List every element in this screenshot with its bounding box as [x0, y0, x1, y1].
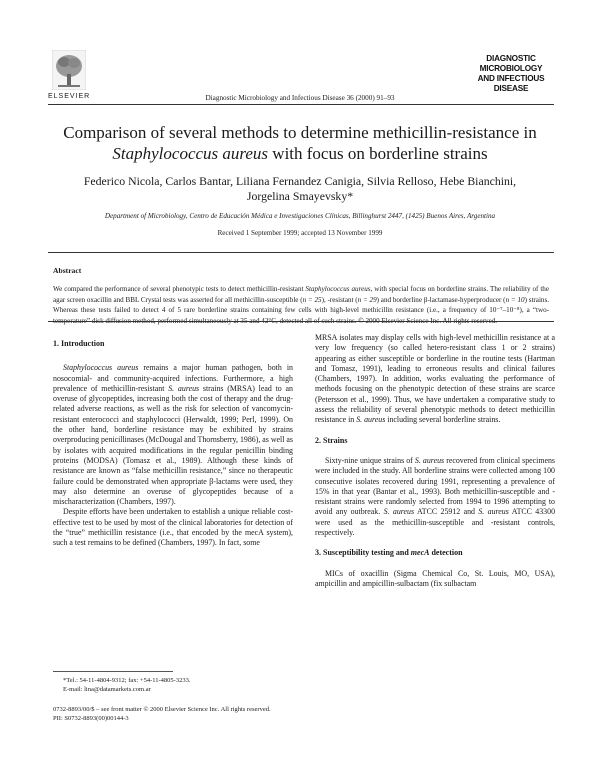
intro-paragraph-2: Despite efforts have been undertaken to establish a unique reliable cost-effective test to be used by most of the clinical laboratories for detection of the “true” methicillin resistance (i.e., that encoded by the mecA system), such a test remains to be defined (Chambers, 1997). In fact, some [53, 507, 293, 548]
sample-size: n = 10 [505, 295, 525, 304]
abstract-text: We compared the performance of several phenotypic tests to detect methicillin-resistant [53, 285, 306, 293]
abstract-text: ) strains. Whereas these tests failed to detect 4 of 5 rare borderline strains containing few cells with high-level methicillin resistance (i.e., a frequency of 10⁻⁷–10⁻⁸), a “two-temperature” disk diffusion method, performed simultaneously at 35 and 42°C, detected all of such strains. © 2000 Elsevier Science Inc. All rights reserved. [53, 295, 549, 325]
authors-line-2: Jorgelina Smayevsky* [246, 189, 354, 203]
sample-size: n = 25 [302, 295, 322, 304]
paragraph-text: ATCC 25912 and [414, 507, 479, 517]
intro-paragraph-1 [53, 363, 293, 507]
author-list [50, 174, 550, 204]
paragraph-text: MRSA isolates may display cells with high-level methicillin resistance at a very low frequency (so called hetero-resistant class 1 or 2 strains) appearing as either susceptible or borderline in the routine tests (Hartman and Tomasz, 1991), leading to erroneous results and clinical failures (Chambers, 1997). In addition, works evaluating the performance of methods focusing on the phenotypic detection of these strains are scarce (Petersson et al., 1999). Thus, we have undertaken a comparative study to assess the reliability of several phenotypic methods to detect methicillin resistance in [315, 333, 555, 425]
abstract-species: Staphylococcus aureus [305, 285, 371, 293]
brand-line: DISEASE [493, 84, 529, 93]
paragraph-text: remains a major human pathogen, both in nosocomial- and community-acquired infections. Furthermore, a high prevalence of methicillin-resistant [53, 363, 293, 393]
paragraph-text: including several borderline strains. [385, 415, 501, 425]
footnote-contact: *Tel.: 54-11-4804-9312; fax: +54-11-4805-3233. [63, 677, 191, 684]
heading-text: 3. Susceptibility testing and [315, 548, 411, 558]
copyright-line: 0732-8893/00/$ – see front matter © 2000 Elsevier Science Inc. All rights reserved. [53, 706, 271, 713]
susceptibility-paragraph: MICs of oxacillin (Sigma Chemical Co, St. Louis, MO, USA), ampicillin and ampicillin-sulbactam (fix sulbactam [315, 568, 555, 588]
paragraph-text: ATCC 43300 were used as the methicillin-susceptible and -resistant controls, respectively. [315, 507, 556, 538]
brand-line: MICROBIOLOGY [479, 64, 543, 73]
section-heading-susceptibility [315, 548, 555, 558]
publisher-logo [52, 50, 88, 98]
species-name: S. aureus [414, 455, 445, 465]
species-name: S. aureus [383, 507, 415, 517]
strains-paragraph [315, 456, 555, 538]
intro-continuation [315, 333, 555, 426]
abstract-text: , with special focus on borderline strains. The reliability of the agar screen oxacillin and BBL Crystal tests was asserted for all methicillin-susceptible ( [53, 285, 549, 304]
journal-citation: Diagnostic Microbiology and Infectious Disease 36 (2000) 91–93 [205, 94, 395, 102]
corresponding-author-footnote [63, 676, 190, 694]
authors-line-1: Federico Nicola, Carlos Bantar, Liliana Fernandez Canigia, Silvia Relloso, Hebe Bianchini, [83, 174, 517, 188]
abstract-heading: Abstract [53, 266, 82, 275]
brand-line: AND INFECTIOUS [477, 74, 545, 83]
tree-logo-icon [52, 50, 86, 90]
heading-text: detection [429, 548, 463, 558]
title-line-1: Comparison of several methods to determine methicillin-resistance in [63, 123, 537, 142]
abstract-top-rule [48, 252, 554, 253]
header-rule [48, 104, 554, 105]
footnote-email: E-mail: lina@datamarkets.com.ar [63, 686, 151, 693]
paragraph-text: recovered from clinical specimens were included in the study. All borderline strains were collected among 100 consecutive isolates recovered during 1991, representing a prevalence of 15% in that year (Bantar et al., 1993). Both methicillin-susceptible and -resistant strains were randomly selected from 1994 to 1996 attempting to avoid any outbreak. [315, 455, 556, 517]
section-heading-introduction: 1. Introduction [53, 339, 105, 348]
copyright-notice [53, 705, 271, 723]
paragraph-text: Sixty-nine unique strains of [325, 455, 415, 465]
title-species: Staphylococcus aureus [112, 144, 269, 163]
abstract-text: ) and borderline β-lactamase-hyperproducer ( [376, 295, 506, 304]
right-column [315, 333, 555, 589]
gene-name: mecA [410, 548, 430, 558]
title-line-2 [50, 143, 550, 164]
received-dates: Received 1 September 1999; accepted 13 November 1999 [217, 229, 383, 237]
species-name: S. aureus [168, 383, 200, 393]
species-name: S. aureus [478, 507, 509, 517]
footnote-rule [53, 671, 173, 672]
abstract-text: ), -resistant ( [321, 295, 358, 304]
species-name: Staphylococcus aureus [63, 363, 139, 373]
pii-line: PII: S0732-8893(00)00144-3 [53, 715, 129, 722]
species-name: S. aureus [356, 415, 386, 425]
sample-size: n = 29 [357, 295, 377, 304]
publisher-name: ELSEVIER [48, 93, 91, 100]
left-column [53, 339, 293, 549]
brand-line: DIAGNOSTIC [486, 54, 536, 63]
paragraph-text: strains (MRSA) lead to an overuse of glycopeptides, increasing both the cost of therapy and the drug-related adverse reactions, as well as the risk for selection of vancomycin-resistant enterococci and staphylococci (Herwaldt, 1999; Perl, 1999). On the other hand, borderline resistance may be exhibited by strains overproducing penicillinases (McDougal and Thornsberry, 1986), as well as by isolates with acquired modifications in the regular penicillin binding proteins (MODSA) (Tomasz et al., 1989). Although these kinds of resistance are known as “false methicillin resistance,” since no therapeutic failure could be demonstrated when appropriate β-lactams were used, they may also determine an overuse of glycopeptides because of a mischaracterization (Chambers, 1997). [53, 383, 293, 507]
paper-title [50, 122, 550, 164]
abstract-bottom-rule [48, 321, 554, 322]
section-heading-strains: 2. Strains [315, 435, 348, 445]
affiliation: Department of Microbiology, Centro de Educación Médica e Investigaciones Clínicas, Billinghurst 2447, (1425) Buenos Aires, Argentina [104, 212, 496, 220]
journal-brand [466, 54, 556, 94]
title-rest: with focus on borderline strains [268, 144, 488, 163]
